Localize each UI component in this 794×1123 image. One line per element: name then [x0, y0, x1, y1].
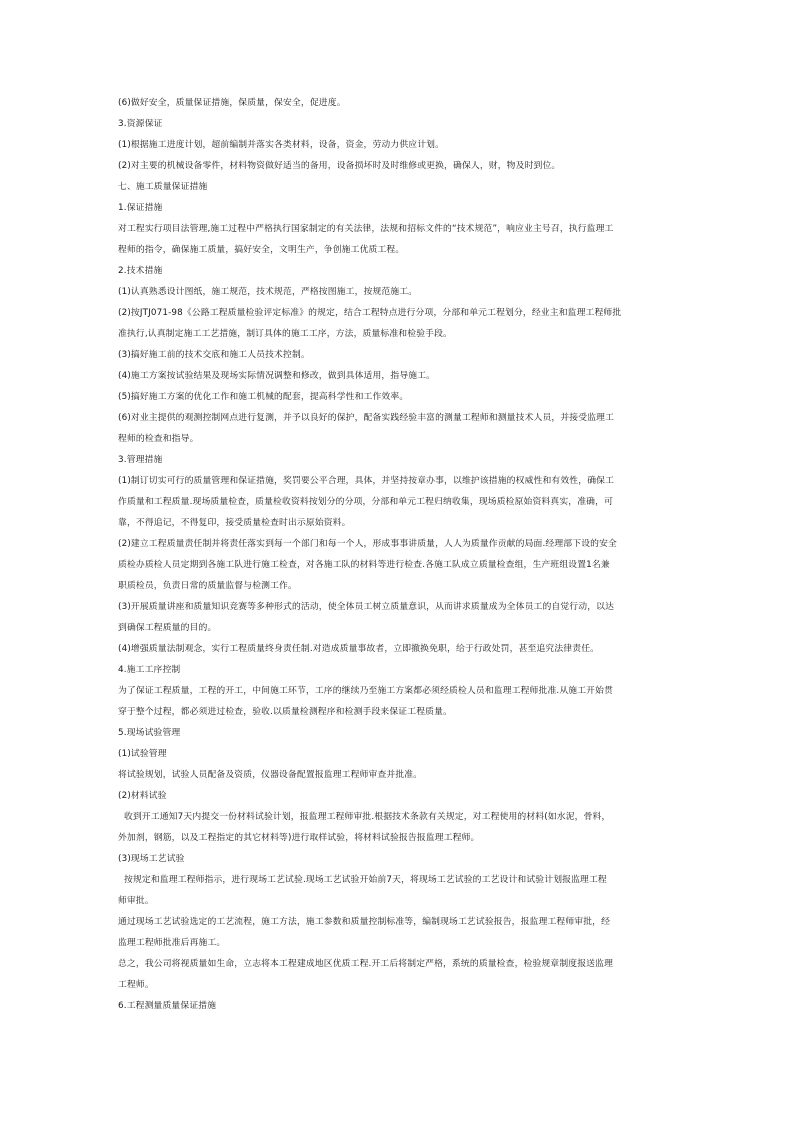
text-line: 准执行,认真制定施工工艺措施，制订具体的施工工序，方法，质量标准和检验手段。 — [118, 329, 452, 339]
section-heading: 3.管理措施 — [118, 455, 163, 465]
chapter-heading: 七、施工质量保证措施 — [118, 182, 208, 192]
section-heading: 2.技术措施 — [118, 266, 163, 276]
section-heading: 5.现场试验管理 — [118, 728, 181, 738]
text-line: 收到开工通知7天内提交一份材料试验计划，报监理工程师审批.根据技术条款有关规定，对工程使用的材料(如水泥，骨料， — [124, 812, 611, 822]
text-line: (4)增强质量法制观念，实行工程质量终身责任制.对造成质量事故者，立即撤换免职，给于行政处罚，甚至追究法律责任。 — [118, 644, 600, 654]
text-line: (5)搞好施工方案的优化工作和施工机械的配套，提高科学性和工作效率。 — [118, 392, 409, 402]
text-line: (4)施工方案按试验结果及现场实际情况调整和修改，做到具体适用，指导施工。 — [118, 371, 436, 381]
text-line: 对工程实行项目法管理,施工过程中严格执行国家制定的有关法律，法规和招标文件的“技术规范”，响应业主号召，执行监理工 — [118, 224, 614, 234]
text-line: 程师的指令，确保施工质量，搞好安全，文明生产，争创施工优质工程。 — [118, 245, 405, 255]
text-line: (1)认真熟悉设计图纸，施工规范，技术规范，严格按图施工，按规范施工。 — [118, 287, 418, 297]
text-line: (2)材料试验 — [118, 791, 167, 801]
text-line: 职质检员，负责日常的质量监督与检测工作。 — [118, 581, 297, 591]
text-line: (2)按JTJ071-98《公路工程质量检验评定标准》的规定，结合工程特点进行分项，分部和单元工程划分，经业主和监理工程师批 — [118, 308, 622, 318]
section-heading: 3.资源保证 — [118, 119, 163, 129]
text-line: 程师的检查和指导。 — [118, 434, 199, 444]
text-line: 师审批。 — [118, 896, 154, 906]
document-page — [118, 93, 678, 1017]
text-line: 作质量和工程质量.现场质量检查，质量检收资料按划分的分项，分部和单元工程归纳收集，现场质检原始资料真实，准确，可 — [118, 497, 614, 507]
section-heading: 6.工程测量质量保证措施 — [118, 1001, 217, 1011]
section-heading: 4.施工工序控制 — [118, 665, 181, 675]
text-line: (2)建立工程质量责任制并将责任落实到每一个部门和每一个人，形成事事讲质量，人人为质量作贡献的局面.经理部下设的安全 — [118, 539, 617, 549]
text-line: 将试验规划，试验人员配备及资质，仪器设备配置报监理工程师审查并批准。 — [118, 770, 423, 780]
text-line: 工程师。 — [118, 980, 154, 990]
text-line: 外加剂，钢筋，以及工程指定的其它材料等)进行取样试验，将材料试验报告报监理工程师。 — [118, 833, 480, 843]
text-line: (1)试验管理 — [118, 749, 167, 759]
text-line: 按规定和监理工程师指示，进行现场工艺试验.现场工艺试验开始前7天，将现场工艺试验的工艺设计和试验计划报监理工程 — [124, 875, 607, 885]
text-line: (6)对业主提供的观测控制网点进行复测，并予以良好的保护，配备实践经验丰富的测量工程师和测量技术人员，并接受监理工 — [118, 413, 615, 423]
text-line: 质检办质检人员定期到各施工队进行施工检查，对各施工队的材料等进行检查.各施工队成立质量检查组，生产班组设置1名兼 — [118, 560, 610, 570]
text-line: 总之，我公司将视质量如生命，立志将本工程建成地区优质工程.开工后将制定严格，系统的质量检查，检验规章制度报送监理 — [118, 959, 614, 969]
text-line: (3)开展质量讲座和质量知识竞赛等多种形式的活动，使全体员工树立质量意识，从而讲求质量成为全体员工的自觉行动，以达 — [118, 602, 615, 612]
text-line: 为了保证工程质量，工程的开工，中间施工环节，工序的继续乃至施工方案都必须经质检人员和监理工程师批准.从施工开始贯 — [118, 686, 614, 696]
text-line: (2)对主要的机械设备零件，材料物资做好适当的备用，设备损坏时及时维修或更换，确保人，财，物及时到位。 — [118, 161, 561, 171]
text-line: (1)制订切实可行的质量管理和保证措施，奖罚要公平合理，具体，并坚持按章办事，以维护该措施的权威性和有效性，确保工 — [118, 476, 615, 486]
text-line: 通过现场工艺试验选定的工艺流程，施工方法，施工参数和质量控制标准等，编制现场工艺试验报告，报监理工程师审批，经 — [118, 917, 611, 927]
text-line: (1)根据施工进度计划，超前编制并落实各类材料，设备，资金，劳动力供应计划。 — [118, 140, 445, 150]
section-heading: 1.保证措施 — [118, 203, 163, 213]
text-line: 到确保工程质量的目的。 — [118, 623, 217, 633]
text-line: 靠，不得追记，不得复印，接受质量检查时出示原始资料。 — [118, 518, 351, 528]
text-line: (3)搞好施工前的技术交底和施工人员技术控制。 — [118, 350, 310, 360]
text-line: (3)现场工艺试验 — [118, 854, 185, 864]
text-line: (6)做好安全，质量保证措施，保质量，保安全，促进度。 — [118, 98, 346, 108]
text-line: 穿于整个过程，都必须进过检查，验收.以质量检测程序和检测手段来保证工程质量。 — [118, 707, 452, 717]
text-line: 监理工程师批准后再施工。 — [118, 938, 226, 948]
